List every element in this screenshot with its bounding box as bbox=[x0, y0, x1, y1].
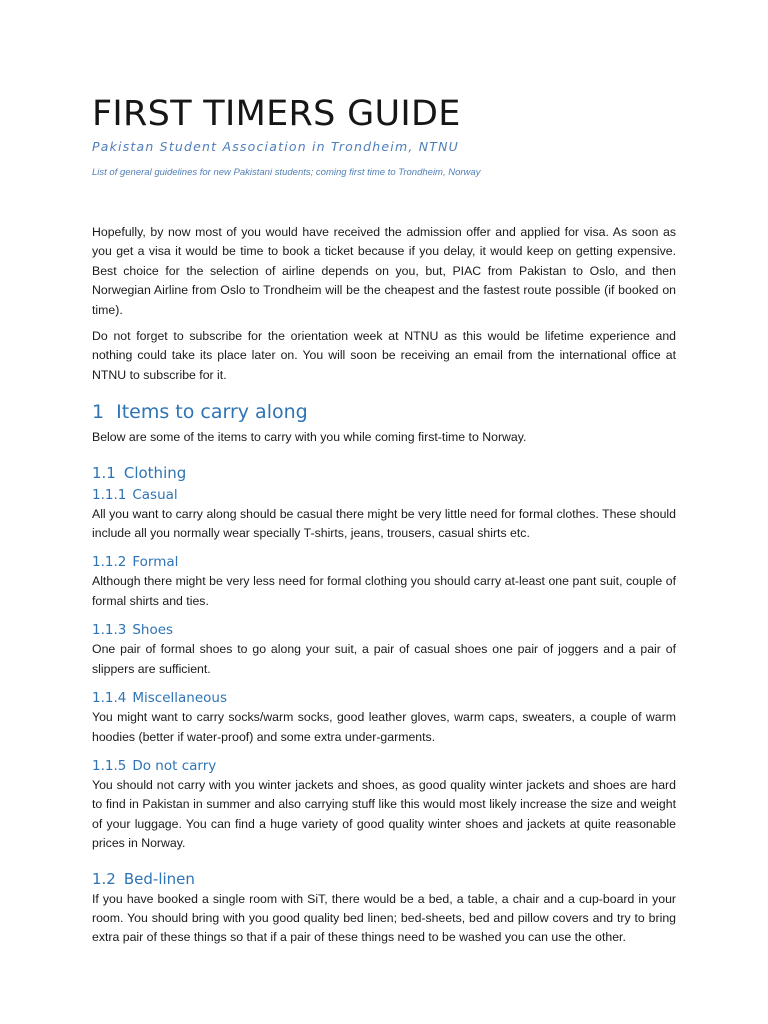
paragraph: You should not carry with you winter jackets and shoes, as good quality winter jackets and shoes are hard to find in Pakistan in summer and also carrying stuff like this would most likely increase the size and weight of your luggage. You can find a huge variety of good quality winter shoes and jackets at quite reasonable prices in Norway. bbox=[92, 777, 676, 851]
subsubsection-number: 1.1.4 bbox=[92, 690, 127, 707]
subsubsection-title: Miscellaneous bbox=[132, 690, 228, 707]
subsubsection-heading bbox=[92, 756, 676, 776]
subsubsection-number: 1.1.1 bbox=[92, 486, 127, 503]
paragraph: One pair of formal shoes to go along your suit, a pair of casual shoes one pair of joggers and a pair of slippers are sufficient. bbox=[92, 642, 676, 676]
document-subtitle: Pakistan Student Association in Trondheim, NTNU bbox=[92, 139, 459, 154]
paragraph: If you have booked a single room with SiT, there would be a bed, a table, a chair and a cup-board in your room. You should bring with you good quality bed linen; bed-sheets, bed and pillow covers and try to bring extra pair of these things so that if a pair of these things need to be washed you can use the other. bbox=[92, 891, 676, 945]
subsubsection-heading bbox=[92, 688, 676, 708]
subsection-title: Clothing bbox=[123, 463, 187, 482]
intro-paragraph: Do not forget to subscribe for the orientation week at NTNU as this would be lifetime experience and nothing could take its place later on. You will soon be receiving an email from the international office at NTNU to subscribe for it. bbox=[92, 329, 676, 382]
intro-paragraph: Hopefully, by now most of you would have received the admission offer and applied for visa. As soon as you get a visa it would be time to book a ticket because if you delay, it would keep on getting expensive. Best choice for the selection of airline depends on you, but, PIAC from Pakistan to Oslo, and then Norwegian Airline from Oslo to Trondheim will be the cheapest and the fastest route possible (if booked on time). bbox=[92, 225, 676, 317]
subsubsection-heading bbox=[92, 552, 676, 572]
subsubsection-heading bbox=[92, 485, 676, 505]
subsection-heading bbox=[92, 868, 676, 890]
subsubsection-number: 1.1.3 bbox=[92, 622, 127, 639]
section-title: Items to carry along bbox=[116, 401, 308, 424]
subsection-number: 1.1 bbox=[92, 463, 116, 482]
subsubsection-title: Formal bbox=[132, 554, 179, 571]
paragraph: All you want to carry along should be casual there might be very little need for formal clothes. These should include all you normally wear specially T-shirts, jeans, trousers, casual shirts etc. bbox=[92, 506, 676, 541]
subsubsection-number: 1.1.5 bbox=[92, 757, 127, 774]
section-heading bbox=[92, 398, 676, 426]
subsubsection-heading bbox=[92, 620, 676, 640]
document-title: FIRST TIMERS GUIDE bbox=[92, 94, 461, 134]
subsubsection-title: Shoes bbox=[132, 622, 174, 639]
subsection-number: 1.2 bbox=[92, 869, 116, 888]
document-abstract: List of general guidelines for new Pakistani students; coming first time to Trondheim, Norway bbox=[92, 167, 481, 178]
subsubsection-title: Do not carry bbox=[132, 757, 217, 774]
paragraph: You might want to carry socks/warm socks, good leather gloves, warm caps, sweaters, a couple of warm hoodies (better if water-proof) and some extra under-garments. bbox=[92, 710, 676, 744]
section-intro: Below are some of the items to carry with you while coming first-time to Norway. bbox=[92, 430, 527, 445]
paragraph: Although there might be very less need for formal clothing you should carry at-least one pant suit, couple of formal shirts and ties. bbox=[92, 574, 676, 608]
section-number: 1 bbox=[92, 401, 105, 424]
subsection-heading bbox=[92, 462, 676, 484]
subsubsection-title: Casual bbox=[132, 486, 178, 503]
subsection-title: Bed-linen bbox=[123, 869, 195, 888]
subsubsection-number: 1.1.2 bbox=[92, 554, 127, 571]
